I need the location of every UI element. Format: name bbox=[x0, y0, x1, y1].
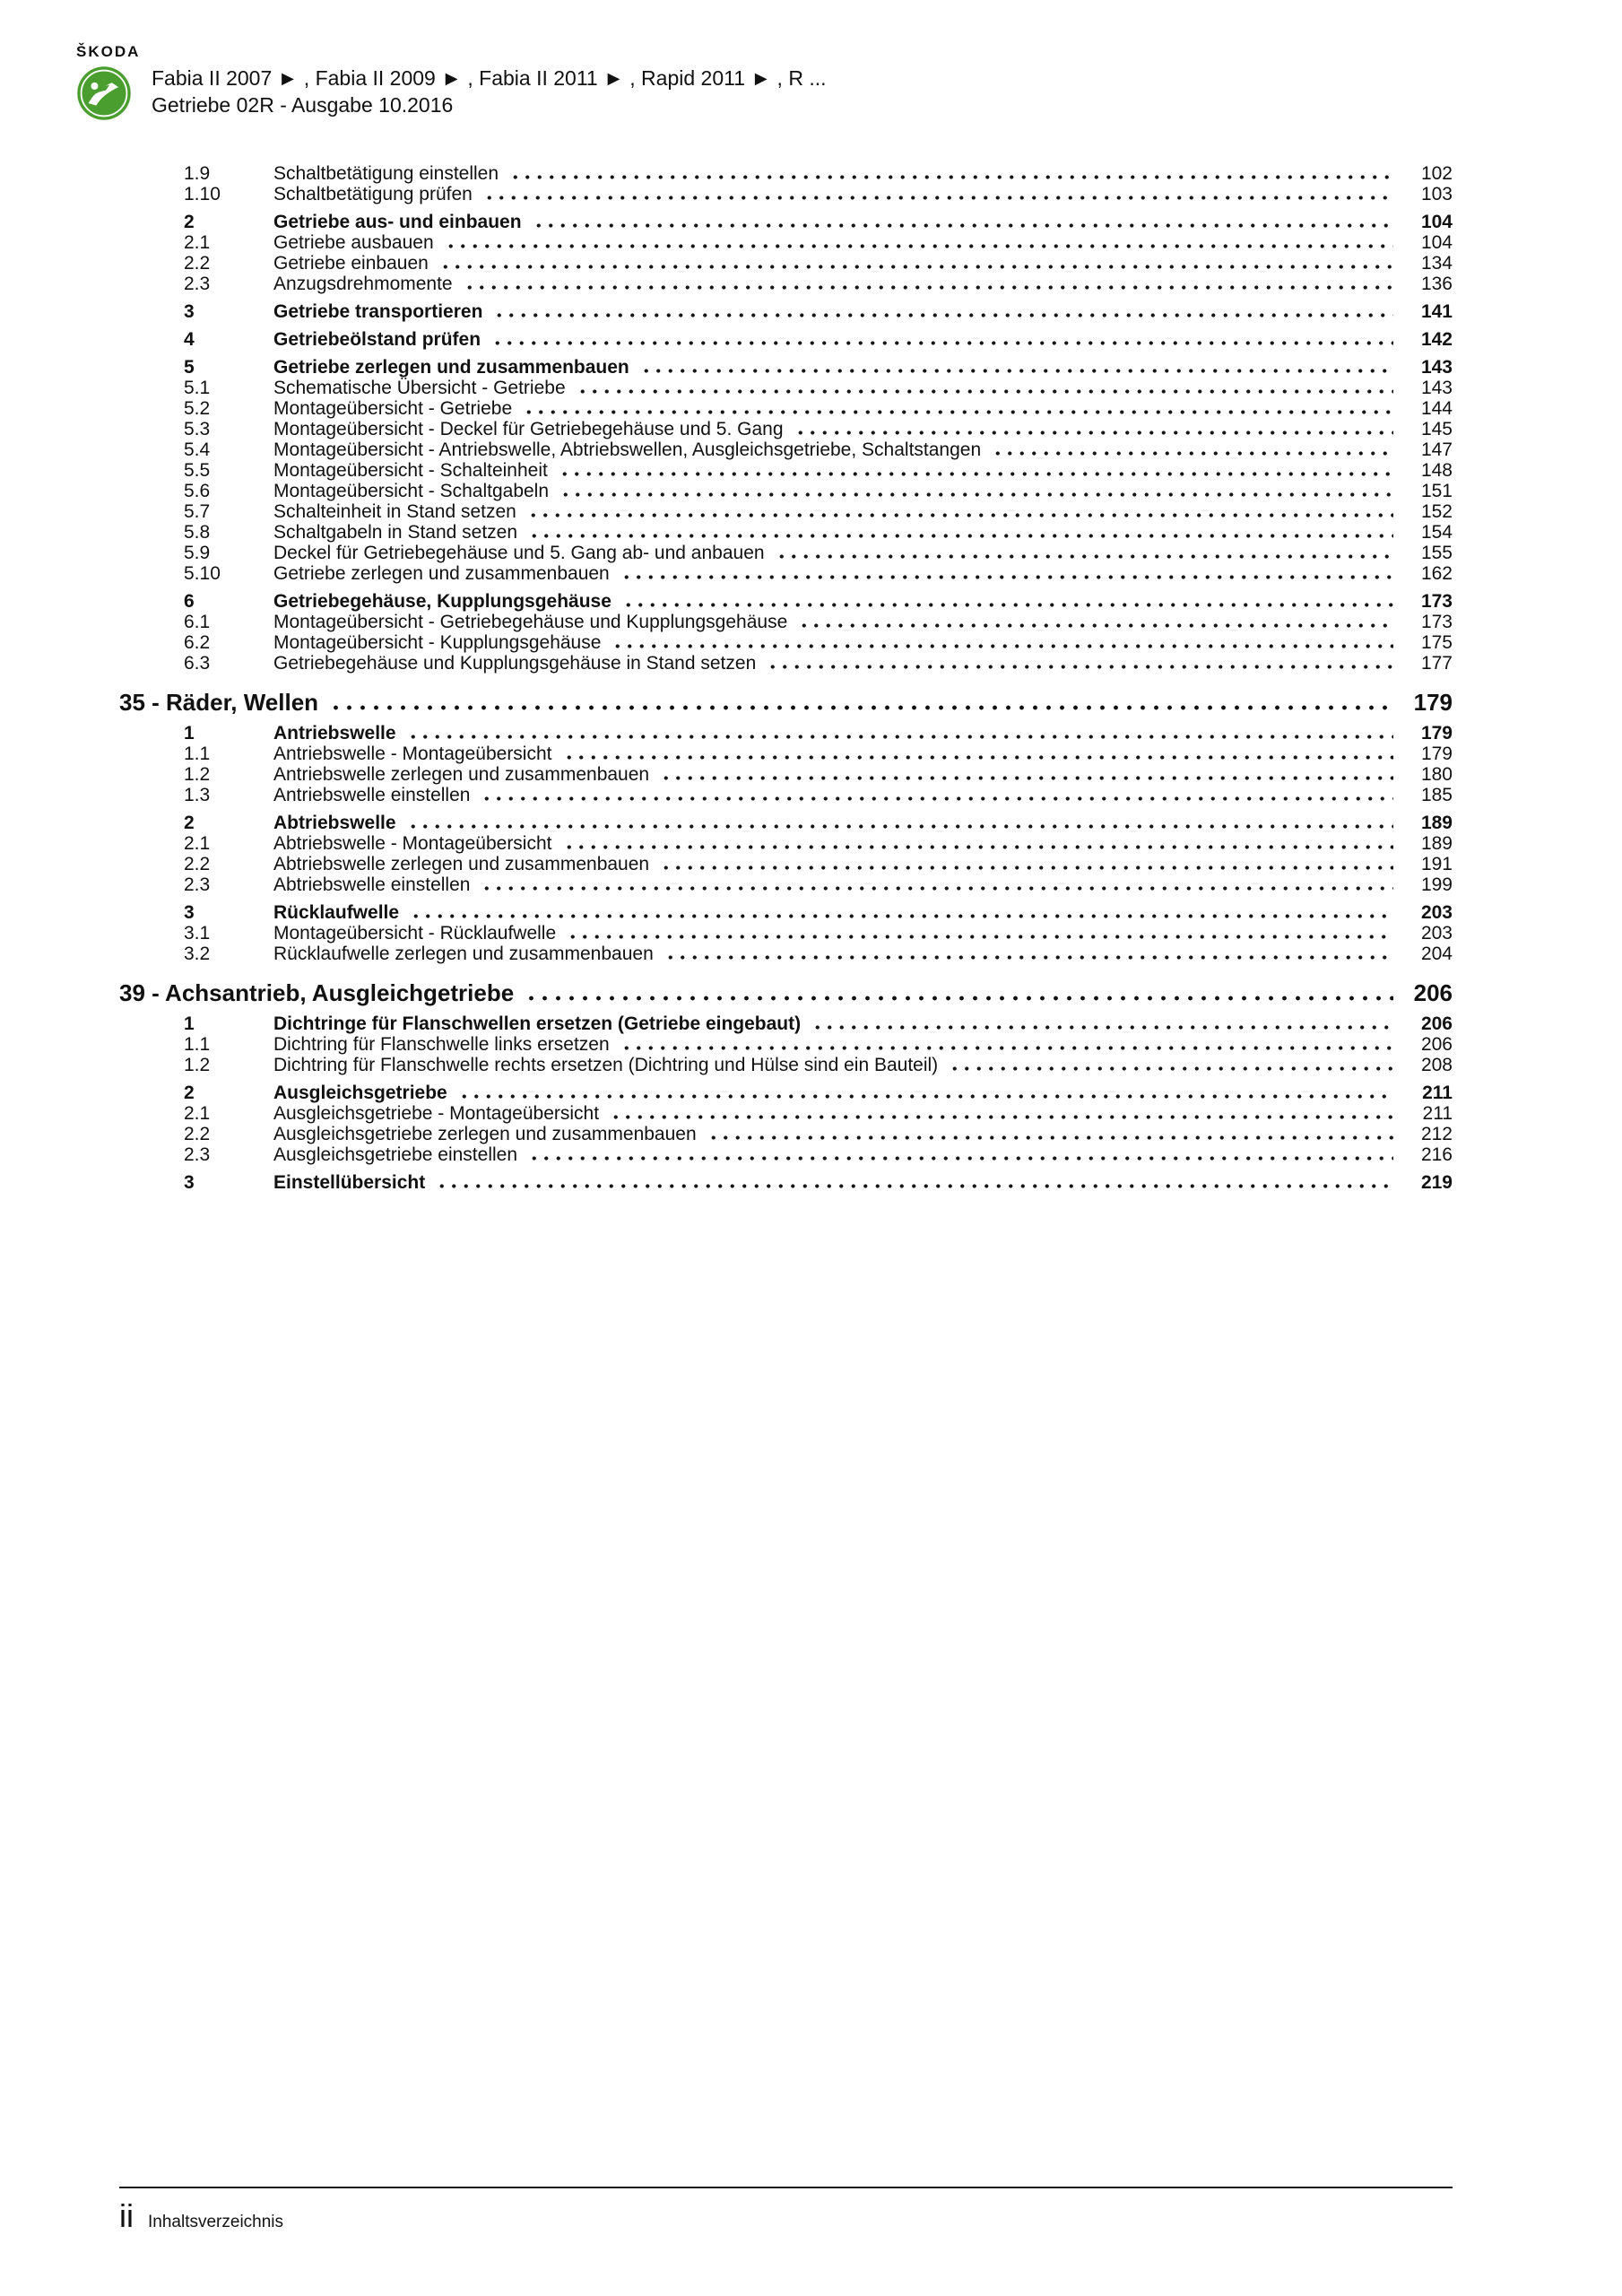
toc-entry-title: Getriebe zerlegen und zusammenbauen bbox=[273, 563, 610, 584]
toc-entry-page: 155 bbox=[1420, 543, 1453, 563]
toc-entry-title: Antriebswelle zerlegen und zusammenbauen bbox=[273, 764, 650, 785]
dot-leader bbox=[329, 705, 1393, 710]
toc-entry-title: Anzugsdrehmomente bbox=[273, 274, 453, 294]
dot-leader bbox=[493, 313, 1393, 317]
toc-entry-title: Schaltgabeln in Stand setzen bbox=[273, 522, 518, 543]
toc-entry-page: 212 bbox=[1420, 1124, 1453, 1144]
toc-entry-number: 3 bbox=[184, 902, 195, 923]
toc-entry-title: Abtriebswelle bbox=[273, 813, 396, 833]
toc-section-row bbox=[119, 329, 1453, 350]
toc-entry-title: Ausgleichsgetriebe zerlegen und zusammenbauen bbox=[273, 1124, 697, 1144]
dot-leader bbox=[707, 1135, 1393, 1140]
dot-leader bbox=[612, 644, 1393, 648]
toc-entry-number: 2 bbox=[184, 212, 195, 232]
toc-entry-title: Abtriebswelle - Montageübersicht bbox=[273, 833, 552, 854]
toc-entry-page: 179 bbox=[1420, 723, 1453, 744]
toc-entry-number: 2.3 bbox=[184, 1144, 211, 1165]
toc-entry-title: Ausgleichsgetriebe bbox=[273, 1083, 447, 1103]
toc-entry-page: 219 bbox=[1420, 1172, 1453, 1193]
dot-leader bbox=[483, 196, 1393, 200]
toc-entry-page: 104 bbox=[1420, 232, 1453, 253]
toc-entry-title: Dichtring für Flanschwelle rechts ersetzen (Dichtring und Hülse sind ein Bauteil) bbox=[273, 1055, 939, 1075]
toc-entry-number: 1.2 bbox=[184, 1055, 211, 1075]
toc-section-row bbox=[119, 723, 1453, 744]
toc-entry-number: 5 bbox=[184, 357, 195, 378]
toc-entry-page: 204 bbox=[1420, 944, 1453, 964]
toc-entry-number: 6.2 bbox=[184, 632, 211, 653]
toc-entry-page: 145 bbox=[1420, 419, 1453, 439]
toc-entry-title: 39 - Achsantrieb, Ausgleichgetriebe bbox=[119, 979, 515, 1006]
dot-leader bbox=[767, 665, 1393, 669]
toc-subsection-row bbox=[119, 501, 1453, 522]
dot-leader bbox=[528, 1156, 1393, 1161]
toc-entry-page: 208 bbox=[1420, 1055, 1453, 1075]
toc-entry-page: 177 bbox=[1420, 653, 1453, 674]
footer-divider bbox=[119, 2187, 1453, 2188]
dot-leader bbox=[660, 865, 1393, 870]
toc-entry-number: 1.3 bbox=[184, 785, 211, 805]
dot-leader bbox=[528, 534, 1393, 538]
toc-subsection-row bbox=[119, 439, 1453, 460]
dot-leader bbox=[559, 492, 1393, 497]
toc-section-row bbox=[119, 902, 1453, 923]
toc-subsection-row bbox=[119, 632, 1453, 653]
toc-subsection-row bbox=[119, 854, 1453, 874]
toc-subsection-row bbox=[119, 522, 1453, 543]
dot-leader bbox=[949, 1066, 1393, 1071]
toc-entry-title: Getriebe aus- und einbauen bbox=[273, 212, 522, 232]
toc-subsection-row bbox=[119, 563, 1453, 584]
toc-entry-number: 1 bbox=[184, 723, 195, 744]
toc-entry-page: 144 bbox=[1420, 398, 1453, 419]
toc-section-row bbox=[119, 212, 1453, 232]
toc-entry-number: 1 bbox=[184, 1013, 195, 1034]
toc-entry-number: 5.6 bbox=[184, 481, 211, 501]
toc-list bbox=[119, 163, 1453, 1193]
toc-entry-page: 102 bbox=[1420, 163, 1453, 184]
toc-entry-number: 5.7 bbox=[184, 501, 211, 522]
toc-section-row bbox=[119, 1172, 1453, 1193]
toc-entry-page: 199 bbox=[1420, 874, 1453, 895]
toc-entry-page: 173 bbox=[1420, 591, 1453, 612]
toc-entry-page: 206 bbox=[1420, 1034, 1453, 1055]
toc-subsection-row bbox=[119, 398, 1453, 419]
toc-entry-number: 2.3 bbox=[184, 874, 211, 895]
toc-entry-page: 189 bbox=[1420, 833, 1453, 854]
toc-entry-title: Montageübersicht - Antriebswelle, Abtriebswellen, Ausgleichsgetriebe, Schaltstangen bbox=[273, 439, 982, 460]
toc-section-row bbox=[119, 301, 1453, 322]
dot-leader bbox=[407, 735, 1393, 739]
toc-entry-page: 211 bbox=[1422, 1083, 1453, 1103]
toc-entry-page: 162 bbox=[1420, 563, 1453, 584]
header-models-line: Fabia II 2007 ► , Fabia II 2009 ► , Fabia II 2011 ► , Rapid 2011 ► , R ... bbox=[152, 66, 827, 90]
dot-leader bbox=[407, 824, 1393, 829]
toc-entry-page: 136 bbox=[1420, 274, 1453, 294]
toc-entry-page: 211 bbox=[1422, 1103, 1453, 1124]
toc-entry-page: 173 bbox=[1420, 612, 1453, 632]
dot-leader bbox=[563, 845, 1394, 849]
toc-entry-page: 180 bbox=[1420, 764, 1453, 785]
toc-entry-title: Montageübersicht - Kupplungsgehäuse bbox=[273, 632, 602, 653]
dot-leader bbox=[436, 1184, 1393, 1188]
dot-leader bbox=[464, 285, 1393, 290]
toc-entry-title: Dichtring für Flanschwelle links ersetzen bbox=[273, 1034, 610, 1055]
toc-entry-number: 6 bbox=[184, 591, 195, 612]
toc-subsection-row bbox=[119, 1103, 1453, 1124]
toc-entry-page: 203 bbox=[1420, 902, 1453, 923]
toc-subsection-row bbox=[119, 744, 1453, 764]
toc-entry-title: Montageübersicht - Rücklaufwelle bbox=[273, 923, 557, 944]
dot-leader bbox=[776, 554, 1393, 559]
toc-entry-page: 143 bbox=[1420, 378, 1453, 398]
toc-entry-number: 5.4 bbox=[184, 439, 211, 460]
dot-leader bbox=[992, 451, 1393, 456]
toc-subsection-row bbox=[119, 460, 1453, 481]
toc-entry-number: 2.2 bbox=[184, 253, 211, 274]
toc-entry-page: 203 bbox=[1420, 923, 1453, 944]
toc-section-row bbox=[119, 1013, 1453, 1034]
dot-leader bbox=[811, 1025, 1393, 1030]
toc-entry-title: Getriebe einbauen bbox=[273, 253, 429, 274]
toc-subsection-row bbox=[119, 184, 1453, 204]
toc-entry-number: 3 bbox=[184, 301, 195, 322]
dot-leader bbox=[491, 341, 1393, 345]
dot-leader bbox=[533, 223, 1393, 228]
toc-entry-title: Montageübersicht - Getriebegehäuse und Kupplungsgehäuse bbox=[273, 612, 788, 632]
toc-section-row bbox=[119, 357, 1453, 378]
toc-entry-title: Getriebe zerlegen und zusammenbauen bbox=[273, 357, 629, 378]
toc-entry-number: 5.3 bbox=[184, 419, 211, 439]
toc-subsection-row bbox=[119, 944, 1453, 964]
footer-label: Inhaltsverzeichnis bbox=[148, 2213, 284, 2231]
toc-entry-page: 179 bbox=[1420, 744, 1453, 764]
toc-entry-page: 175 bbox=[1420, 632, 1453, 653]
toc-entry-page: 191 bbox=[1420, 854, 1453, 874]
brand-wordmark: ŠKODA bbox=[76, 43, 141, 60]
toc-entry-number: 2 bbox=[184, 1083, 195, 1103]
dot-leader bbox=[610, 1115, 1393, 1119]
toc-entry-number: 4 bbox=[184, 329, 195, 350]
toc-subsection-row bbox=[119, 833, 1453, 854]
toc-entry-number: 2.1 bbox=[184, 1103, 211, 1124]
toc-subsection-row bbox=[119, 274, 1453, 294]
toc-entry-number: 6.1 bbox=[184, 612, 211, 632]
toc-entry-title: Schalteinheit in Stand setzen bbox=[273, 501, 516, 522]
skoda-logo-icon bbox=[76, 65, 132, 121]
toc-entry-page: 148 bbox=[1420, 460, 1453, 481]
toc-entry-number: 5.5 bbox=[184, 460, 211, 481]
dot-leader bbox=[640, 369, 1393, 373]
toc-subsection-row bbox=[119, 1055, 1453, 1075]
toc-subsection-row bbox=[119, 378, 1453, 398]
toc-subsection-row bbox=[119, 764, 1453, 785]
dot-leader bbox=[410, 914, 1393, 918]
toc-subsection-row bbox=[119, 653, 1453, 674]
toc-entry-number: 5.8 bbox=[184, 522, 211, 543]
dot-leader bbox=[798, 623, 1393, 628]
header-text bbox=[152, 43, 827, 118]
toc-entry-page: 216 bbox=[1420, 1144, 1453, 1165]
toc-entry-number: 2.2 bbox=[184, 1124, 211, 1144]
toc-section-row bbox=[119, 591, 1453, 612]
toc-entry-page: 189 bbox=[1420, 813, 1453, 833]
toc-entry-title: Abtriebswelle einstellen bbox=[273, 874, 471, 895]
toc-section-row bbox=[119, 813, 1453, 833]
page-footer bbox=[119, 2197, 283, 2235]
toc-subsection-row bbox=[119, 253, 1453, 274]
dot-leader bbox=[660, 776, 1393, 780]
toc-entry-title: Deckel für Getriebegehäuse und 5. Gang ab- und anbauen bbox=[273, 543, 765, 563]
toc-entry-title: Ausgleichsgetriebe - Montageübersicht bbox=[273, 1103, 600, 1124]
toc-entry-page: 134 bbox=[1420, 253, 1453, 274]
dot-leader bbox=[527, 513, 1393, 517]
footer-page-number: ii bbox=[119, 2197, 134, 2234]
toc-entry-number: 5.10 bbox=[184, 563, 221, 584]
toc-entry-title: Schematische Übersicht - Getriebe bbox=[273, 378, 566, 398]
toc-entry-title: Rücklaufwelle bbox=[273, 902, 400, 923]
toc-entry-page: 143 bbox=[1420, 357, 1453, 378]
toc-entry-page: 142 bbox=[1420, 329, 1453, 350]
toc-entry-page: 152 bbox=[1420, 501, 1453, 522]
toc-entry-title: Schaltbetätigung einstellen bbox=[273, 163, 499, 184]
toc-entry-number: 2.2 bbox=[184, 854, 211, 874]
toc-entry-number: 5.9 bbox=[184, 543, 211, 563]
toc-entry-title: Montageübersicht - Schalteinheit bbox=[273, 460, 548, 481]
toc-entry-number: 3.1 bbox=[184, 923, 211, 944]
dot-leader bbox=[481, 796, 1393, 801]
toc-subsection-row bbox=[119, 163, 1453, 184]
toc-entry-number: 1.10 bbox=[184, 184, 221, 204]
toc-entry-page: 185 bbox=[1420, 785, 1453, 805]
dot-leader bbox=[794, 430, 1393, 435]
toc-subsection-row bbox=[119, 874, 1453, 895]
toc-entry-title: Antriebswelle einstellen bbox=[273, 785, 471, 805]
toc-subsection-row bbox=[119, 481, 1453, 501]
toc-subsection-row bbox=[119, 785, 1453, 805]
toc-entry-page: 104 bbox=[1420, 212, 1453, 232]
page-header bbox=[76, 43, 1453, 121]
toc-entry-title: Montageübersicht - Deckel für Getriebegehäuse und 5. Gang bbox=[273, 419, 784, 439]
toc-entry-page: 103 bbox=[1420, 184, 1453, 204]
toc-entry-number: 1.1 bbox=[184, 744, 211, 764]
toc-subsection-row bbox=[119, 232, 1453, 253]
toc-subsection-row bbox=[119, 1034, 1453, 1055]
toc-entry-number: 1.1 bbox=[184, 1034, 211, 1055]
dot-leader bbox=[622, 603, 1393, 607]
toc-entry-title: Antriebswelle - Montageübersicht bbox=[273, 744, 552, 764]
toc-entry-page: 206 bbox=[1420, 1013, 1453, 1034]
toc-subsection-row bbox=[119, 543, 1453, 563]
toc-entry-number: 1.9 bbox=[184, 163, 211, 184]
toc-subsection-row bbox=[119, 923, 1453, 944]
toc-entry-page: 147 bbox=[1420, 439, 1453, 460]
toc-entry-title: Getriebe ausbauen bbox=[273, 232, 434, 253]
toc-entry-title: Montageübersicht - Getriebe bbox=[273, 398, 513, 419]
dot-leader bbox=[664, 955, 1393, 960]
dot-leader bbox=[620, 575, 1393, 579]
dot-leader bbox=[458, 1094, 1393, 1099]
toc-entry-title: Antriebswelle bbox=[273, 723, 396, 744]
dot-leader bbox=[559, 472, 1393, 476]
toc-entry-title: Getriebegehäuse und Kupplungsgehäuse in Stand setzen bbox=[273, 653, 757, 674]
toc-entry-title: Einstellübersicht bbox=[273, 1172, 426, 1193]
toc-entry-number: 3 bbox=[184, 1172, 195, 1193]
toc-chapter-row bbox=[119, 980, 1453, 1006]
toc-entry-number: 1.2 bbox=[184, 764, 211, 785]
dot-leader bbox=[620, 1046, 1393, 1050]
toc-entry-title: Dichtringe für Flanschwellen ersetzen (Getriebe eingebaut) bbox=[273, 1013, 802, 1034]
brand-block bbox=[76, 43, 143, 121]
toc-entry-title: Schaltbetätigung prüfen bbox=[273, 184, 473, 204]
dot-leader bbox=[445, 244, 1393, 248]
toc-subsection-row bbox=[119, 1144, 1453, 1165]
dot-leader bbox=[563, 755, 1394, 760]
toc-entry-number: 2 bbox=[184, 813, 195, 833]
toc-entry-number: 6.3 bbox=[184, 653, 211, 674]
toc-chapter-row bbox=[119, 690, 1453, 716]
toc-subsection-row bbox=[119, 612, 1453, 632]
toc-entry-page: 151 bbox=[1420, 481, 1453, 501]
toc-entry-page: 154 bbox=[1420, 522, 1453, 543]
toc-entry-title: Getriebe transportieren bbox=[273, 301, 483, 322]
toc-subsection-row bbox=[119, 419, 1453, 439]
toc-entry-title: Getriebegehäuse, Kupplungsgehäuse bbox=[273, 591, 612, 612]
toc-entry-title: Montageübersicht - Schaltgabeln bbox=[273, 481, 550, 501]
toc-entry-number: 2.1 bbox=[184, 833, 211, 854]
toc-entry-number: 2.3 bbox=[184, 274, 211, 294]
dot-leader bbox=[523, 410, 1393, 414]
toc-subsection-row bbox=[119, 1124, 1453, 1144]
dot-leader bbox=[577, 389, 1393, 394]
toc-entry-title: 35 - Räder, Wellen bbox=[119, 689, 319, 716]
toc-entry-title: Getriebeölstand prüfen bbox=[273, 329, 481, 350]
toc-entry-number: 3.2 bbox=[184, 944, 211, 964]
toc-entry-number: 5.2 bbox=[184, 398, 211, 419]
toc-entry-page: 179 bbox=[1413, 689, 1453, 716]
toc-entry-title: Ausgleichsgetriebe einstellen bbox=[273, 1144, 518, 1165]
toc-entry-title: Rücklaufwelle zerlegen und zusammenbauen bbox=[273, 944, 654, 964]
dot-leader bbox=[525, 996, 1393, 1001]
toc-entry-number: 2.1 bbox=[184, 232, 211, 253]
toc-entry-page: 206 bbox=[1413, 979, 1453, 1006]
toc-entry-page: 141 bbox=[1420, 301, 1453, 322]
toc-section-row bbox=[119, 1083, 1453, 1103]
toc-entry-number: 5.1 bbox=[184, 378, 211, 398]
dot-leader bbox=[509, 175, 1393, 179]
dot-leader bbox=[439, 265, 1393, 269]
toc-entry-title: Abtriebswelle zerlegen und zusammenbauen bbox=[273, 854, 650, 874]
dot-leader bbox=[567, 935, 1393, 939]
dot-leader bbox=[481, 886, 1393, 891]
header-edition-line: Getriebe 02R - Ausgabe 10.2016 bbox=[152, 93, 454, 117]
